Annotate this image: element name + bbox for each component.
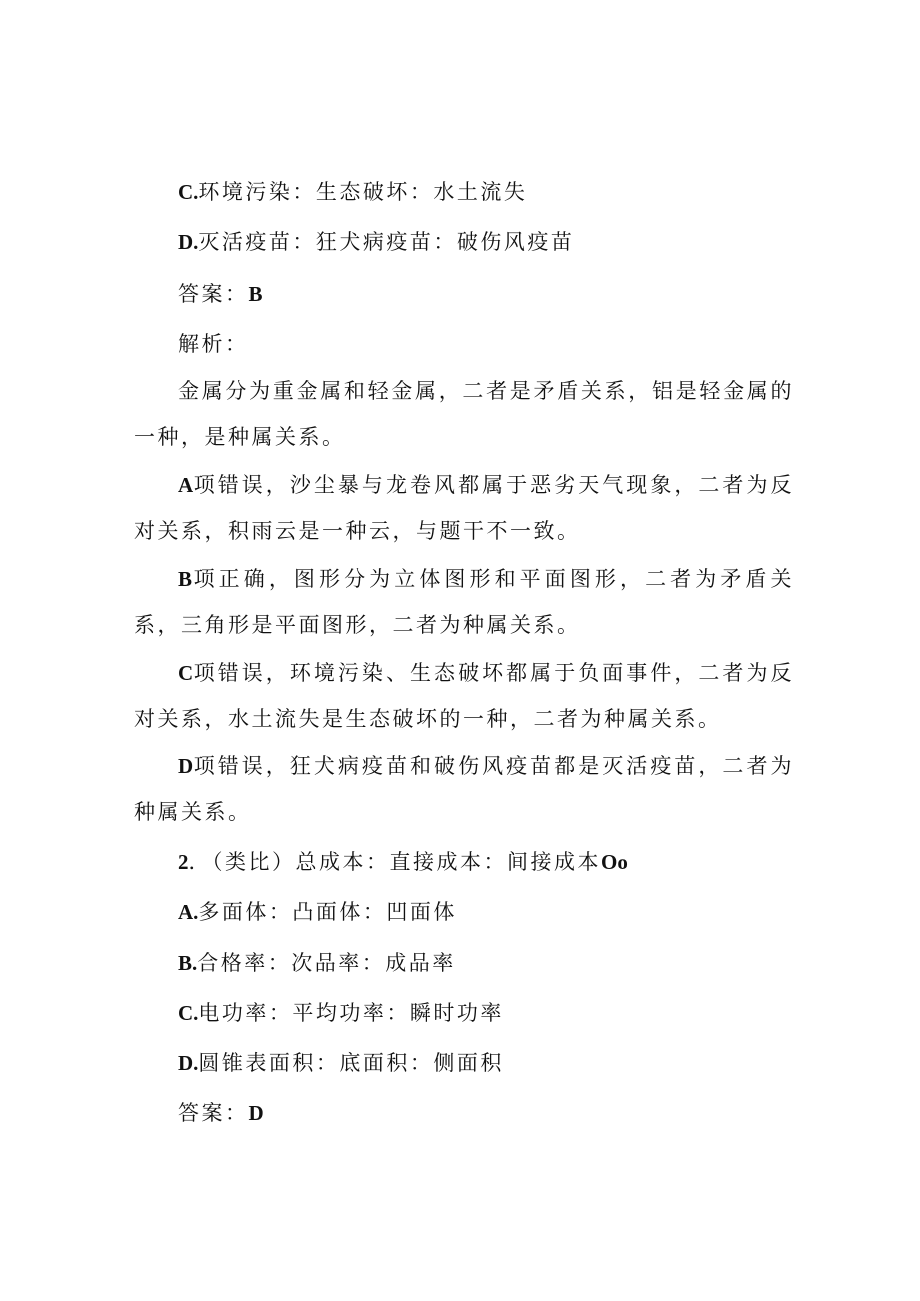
q1-analysis-d xyxy=(134,743,794,835)
q2-answer xyxy=(178,1101,264,1125)
q2-option-c xyxy=(178,1001,504,1025)
q1-answer xyxy=(178,282,263,306)
option-letter: D. xyxy=(178,230,199,254)
analysis-label: 解析： xyxy=(178,332,249,356)
question-number: 2 xyxy=(178,850,189,874)
q1-analysis-a xyxy=(134,462,794,554)
option-text: 多面体：凸面体：凹面体 xyxy=(198,900,457,924)
question-text: ．（类比）总成本：直接成本：间接成本 xyxy=(188,850,601,874)
paragraph-text: 项正确，图形分为立体图形和平面图形，二者为矛盾关系，三角形是平面图形，二者为种属关系。 xyxy=(134,567,794,637)
paragraph-text: 项错误，环境污染、生态破坏都属于负面事件，二者为反对关系，水土流失是生态破坏的一种，二者为种属关系。 xyxy=(134,661,794,731)
q2-option-a xyxy=(178,900,457,924)
q1-option-d xyxy=(178,230,574,254)
question-suffix: Oo xyxy=(601,850,628,874)
answer-label: 答案： xyxy=(178,282,249,306)
option-letter: C xyxy=(178,661,194,685)
paragraph-text: 项错误，狂犬病疫苗和破伤风疫苗都是灭活疫苗，二者为种属关系。 xyxy=(134,754,794,824)
answer-label: 答案： xyxy=(178,1101,249,1125)
option-letter: B. xyxy=(178,951,198,975)
answer-value: D xyxy=(248,1101,264,1125)
paragraph-text: 金属分为重金属和轻金属，二者是矛盾关系，铝是轻金属的一种，是种属关系。 xyxy=(134,379,794,449)
q2-option-b xyxy=(178,951,456,975)
option-letter: B xyxy=(178,567,193,591)
option-letter: C. xyxy=(178,180,199,204)
option-text: 合格率：次品率：成品率 xyxy=(197,951,456,975)
q2-stem xyxy=(178,850,628,874)
option-letter: A. xyxy=(178,900,199,924)
q1-analysis-intro xyxy=(134,368,794,460)
q1-analysis-c xyxy=(134,650,794,742)
option-text: 圆锥表面积：底面积：侧面积 xyxy=(198,1051,504,1075)
q1-option-c xyxy=(178,180,527,204)
answer-value: B xyxy=(248,282,263,306)
paragraph-text: 项错误，沙尘暴与龙卷风都属于恶劣天气现象，二者为反对关系，积雨云是一种云，与题干不一致。 xyxy=(134,473,794,543)
q1-analysis-label xyxy=(178,332,249,356)
option-letter: C. xyxy=(178,1001,199,1025)
q2-option-d xyxy=(178,1051,504,1075)
option-text: 电功率：平均功率：瞬时功率 xyxy=(198,1001,504,1025)
option-text: 灭活疫苗：狂犬病疫苗：破伤风疫苗 xyxy=(198,230,575,254)
q1-analysis-b xyxy=(134,556,794,648)
option-letter: A xyxy=(178,473,194,497)
option-letter: D xyxy=(178,754,194,778)
option-text: 环境污染：生态破坏：水土流失 xyxy=(198,180,528,204)
option-letter: D. xyxy=(178,1051,199,1075)
